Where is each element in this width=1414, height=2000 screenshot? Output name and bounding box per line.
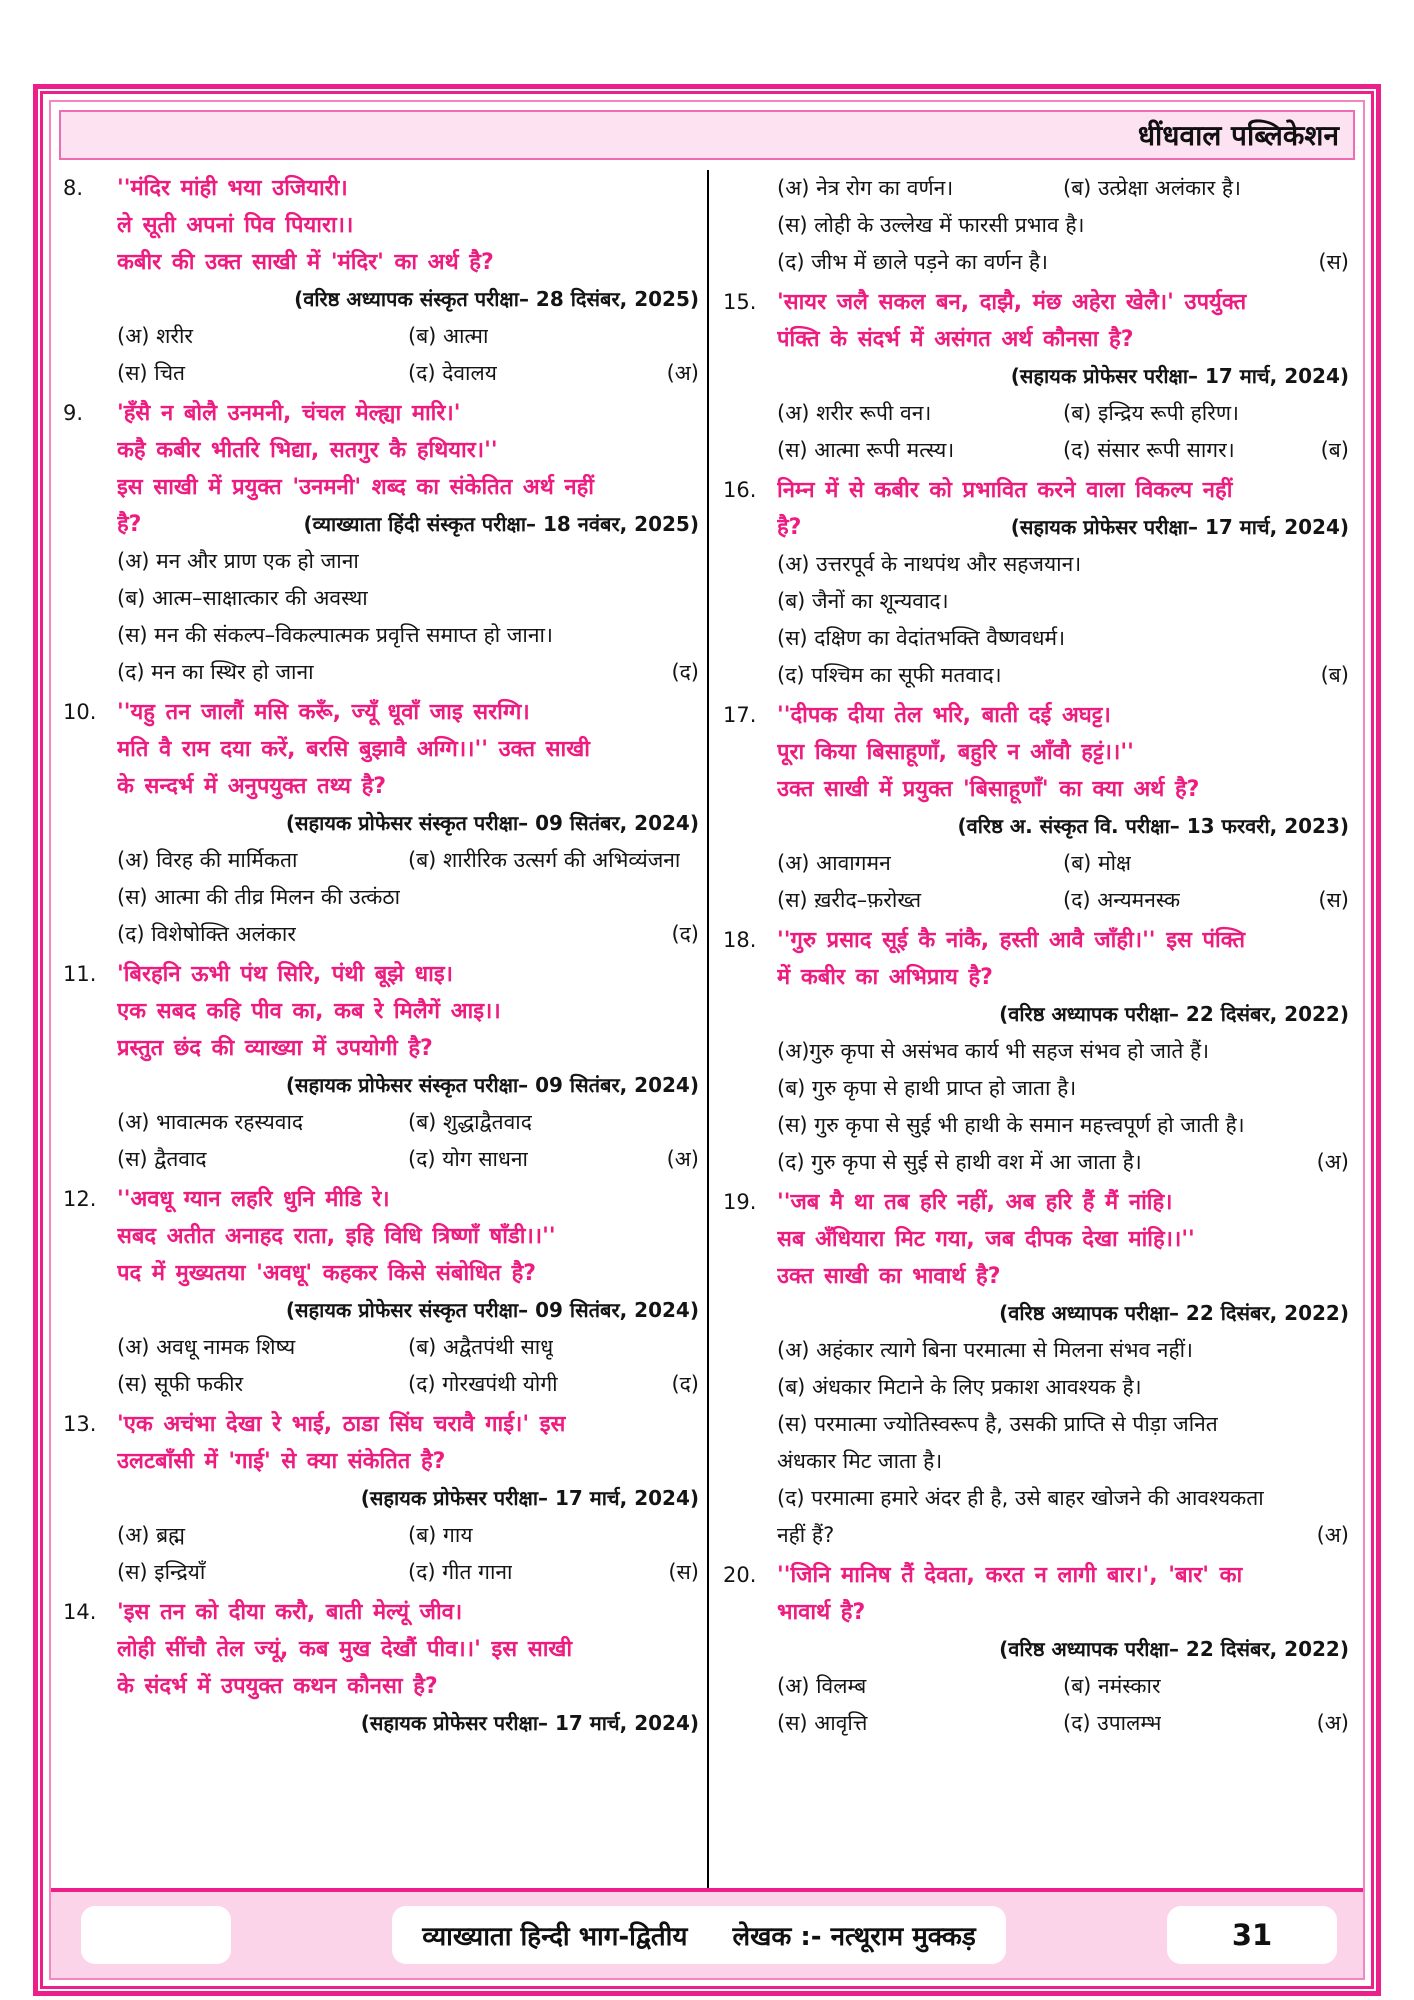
inner-frame [49, 100, 1365, 1980]
option-pair-line [117, 355, 699, 392]
question-body [777, 1184, 1349, 1554]
question-block [59, 1594, 699, 1742]
exam-source-line: (सहायक प्रोफेसर संस्कृत परीक्षा– 09 सितंबर, 2024) [285, 1298, 699, 1322]
option-line [777, 1369, 1349, 1406]
question-block [719, 284, 1349, 469]
option-line [777, 620, 1349, 657]
answer-key: (द) [671, 1372, 699, 1396]
option-text: (द) देवालय [408, 361, 497, 385]
option-line [117, 654, 699, 691]
question-line: में कबीर का अभिप्राय है? [777, 965, 993, 990]
option-text: (स) परमात्मा ज्योतिस्वरूप है, उसकी प्राप्ति से पीड़ा जनित [777, 1412, 1218, 1436]
question-block [59, 694, 699, 953]
question-block [59, 956, 699, 1178]
option-text: नहीं हैं? [777, 1523, 835, 1547]
option-text: (अ) विलम्ब [777, 1674, 867, 1698]
option-text: (ब) आत्मा [408, 324, 489, 348]
question-line: के संदर्भ में उपयुक्त कथन कौनसा है? [117, 1674, 438, 1699]
question-block [59, 1406, 699, 1591]
question-line: सब अँधियारा मिट गया, जब दीपक देखा मांहि।।'' [777, 1227, 1195, 1252]
question-block [719, 922, 1349, 1181]
option-text: (अ) शरीर रूपी वन। [777, 401, 932, 425]
question-body [777, 697, 1349, 919]
question-line: ''जब मै था तब हरि नहीं, अब हरि हैं मैं नांहि। [777, 1190, 1173, 1215]
option-text: (अ) नेत्र रोग का वर्णन। [777, 176, 954, 200]
question-body [777, 170, 1349, 281]
question-block [59, 395, 699, 691]
question-body [117, 395, 699, 691]
question-body [117, 694, 699, 953]
question-number: 14. [63, 1600, 97, 1624]
option-text: (अ) अहंकार त्यागे बिना परमात्मा से मिलना संभव नहीं। [777, 1338, 1194, 1362]
option-text: (ब) जैनों का शून्यवाद। [777, 589, 949, 613]
footer-blank-box [81, 1906, 231, 1964]
option-pair-line [117, 1554, 699, 1591]
option-text: (अ) शरीर [117, 324, 194, 348]
option-line [777, 1107, 1349, 1144]
question-line: कहै कबीर भीतरि भिद्या, सतगुर कै हथियार।'' [117, 438, 498, 463]
answer-key: (ब) [1320, 438, 1349, 462]
option-line [777, 207, 1349, 244]
option-text: (स) चित [117, 361, 186, 385]
exam-source-line: (सहायक प्रोफेसर संस्कृत परीक्षा– 09 सितंबर, 2024) [285, 811, 699, 835]
question-line: सबद अतीत अनाहद राता, इहि विधि त्रिष्णाँ षाँडी।।'' [117, 1224, 556, 1249]
question-number: 19. [723, 1190, 757, 1214]
option-text: अंधकार मिट जाता है। [777, 1449, 943, 1473]
exam-source-line: (सहायक प्रोफेसर परीक्षा– 17 मार्च, 2024) [360, 1486, 699, 1510]
answer-key: (ब) [1320, 663, 1349, 687]
question-number: 12. [63, 1187, 97, 1211]
option-pair-line [777, 395, 1349, 432]
option-pair-line [777, 845, 1349, 882]
question-line: के सन्दर्भ में अनुपयुक्त तथ्य है? [117, 774, 387, 799]
option-line [777, 1480, 1349, 1517]
option-pair-line [777, 1705, 1349, 1742]
question-body [777, 472, 1349, 694]
option-text: (स) दक्षिण का वेदांतभक्ति वैष्णवधर्म। [777, 626, 1066, 650]
question-number: 8. [63, 176, 84, 200]
exam-source-line: (सहायक प्रोफेसर परीक्षा– 17 मार्च, 2024) [1010, 364, 1349, 388]
option-text: (ब) गुरु कृपा से हाथी प्राप्त हो जाता है। [777, 1076, 1077, 1100]
option-text: (ब) अद्वैतपंथी साधू [408, 1335, 554, 1359]
option-text: (द) विशेषोक्ति अलंकार [117, 922, 296, 946]
footer-band [51, 1888, 1363, 1978]
option-text: (स) इन्द्रियाँ [117, 1560, 206, 1584]
question-line: पंक्ति के संदर्भ में असंगत अर्थ कौनसा है? [777, 327, 1134, 352]
question-number [719, 170, 777, 281]
question-line: 'सायर जलै सकल बन, दाझै, मंछ अहेरा खेलै।' उपर्युक्त [777, 290, 1247, 315]
option-text: (स) मन की संकल्प–विकल्पात्मक प्रवृत्ति समाप्त हो जाना। [117, 623, 553, 647]
option-text: (स) आत्मा की तीव्र मिलन की उत्कंठा [117, 885, 401, 909]
option-text: (अ) ब्रह्म [117, 1523, 185, 1547]
option-text: (स) लोही के उल्लेख में फारसी प्रभाव है। [777, 213, 1085, 237]
question-body [777, 922, 1349, 1181]
option-text: (द) संसार रूपी सागर। [1063, 438, 1235, 462]
option-text: (अ) अवधू नामक शिष्य [117, 1335, 296, 1359]
option-text: (अ) भावात्मक रहस्यवाद [117, 1110, 304, 1134]
question-body [777, 284, 1349, 469]
question-line: ''गुरु प्रसाद सूई कै नांकै, हस्ती आवै जाँही।'' इस पंक्ति [777, 928, 1246, 953]
question-tail: है? [777, 515, 802, 540]
option-text: (ब) नमंस्कार [1063, 1674, 1161, 1698]
option-text: (अ) आवागमन [777, 851, 891, 875]
question-block [719, 1184, 1349, 1554]
option-pair-line [777, 432, 1349, 469]
option-text: (द) गुरु कृपा से सुई से हाथी वश में आ जाता है। [777, 1150, 1142, 1174]
answer-key: (अ) [1316, 1711, 1349, 1735]
option-text: (ब) शुद्धाद्वैतवाद [408, 1110, 532, 1134]
option-text: (स) आत्मा रूपी मत्स्य। [777, 438, 955, 462]
option-pair-line [117, 1366, 699, 1403]
option-text: (स) द्वैतवाद [117, 1147, 207, 1171]
option-line [777, 657, 1349, 694]
option-text: (द) जीभ में छाले पड़ने का वर्णन है। [777, 250, 1049, 274]
question-number: 9. [63, 401, 84, 425]
question-exam-line [117, 506, 699, 543]
option-line [117, 617, 699, 654]
option-pair-line [777, 170, 1349, 207]
exam-source-line: (वरिष्ठ अध्यापक परीक्षा– 22 दिसंबर, 2022) [999, 1637, 1349, 1661]
option-text: (स) ख़रीद–फ़रोख्त [777, 888, 922, 912]
option-text: (ब) शारीरिक उत्सर्ग की अभिव्यंजना [408, 848, 681, 872]
option-pair-line [777, 882, 1349, 919]
question-line: 'बिरहनि ऊभी पंथ सिरि, पंथी बूझे धाइ। [117, 962, 453, 987]
question-body [117, 1181, 699, 1403]
question-line: पद में मुख्यतया 'अवधू' कहकर किसे संबोधित है? [117, 1261, 537, 1286]
answer-key: (अ) [666, 1147, 699, 1171]
option-pair-line [117, 842, 699, 879]
answer-key: (द) [671, 660, 699, 684]
question-block [59, 170, 699, 392]
option-pair-line [117, 318, 699, 355]
option-text: (स) आवृत्ति [777, 1711, 868, 1735]
option-pair-line [117, 1517, 699, 1554]
option-text: (अ) विरह की मार्मिकता [117, 848, 298, 872]
question-number: 17. [723, 703, 757, 727]
question-line: एक सबद कहि पीव का, कब रे मिलैगें आइ।। [117, 999, 501, 1024]
option-line [117, 916, 699, 953]
question-line: लोही सींचौ तेल ज्यूं, कब मुख देखौं पीव।।' इस साखी [117, 1637, 573, 1662]
option-line [777, 244, 1349, 281]
option-text: (द) अन्यमनस्क [1063, 888, 1181, 912]
answer-key: (अ) [1316, 1523, 1349, 1547]
middle-frame [40, 91, 1374, 1989]
questions-column-right [707, 170, 1357, 1888]
exam-source-line: (व्याख्याता हिंदी संस्कृत परीक्षा– 18 नवंबर, 2025) [303, 512, 699, 536]
question-number: 20. [723, 1563, 757, 1587]
question-line: 'इस तन को दीया करौ, बाती मेल्यूं जीव। [117, 1600, 463, 1625]
option-line [777, 1070, 1349, 1107]
question-body [117, 170, 699, 392]
publisher-name: धींधवाल पब्लिकेशन [1137, 119, 1339, 152]
option-line [777, 1332, 1349, 1369]
option-text: (द) गीत गाना [408, 1560, 513, 1584]
option-pair-line [777, 1668, 1349, 1705]
exam-source-line: (वरिष्ठ अध्यापक परीक्षा– 22 दिसंबर, 2022) [999, 1301, 1349, 1325]
answer-key: (स) [668, 1560, 699, 1584]
option-text: (द) पश्चिम का सूफी मतवाद। [777, 663, 1002, 687]
exam-source-line: (सहायक प्रोफेसर परीक्षा– 17 मार्च, 2024) [360, 1711, 699, 1735]
answer-key: (स) [1318, 250, 1349, 274]
question-line: ''दीपक दीया तेल भरि, बाती दई अघट्ट। [777, 703, 1111, 728]
question-number: 10. [63, 700, 97, 724]
question-block [719, 1557, 1349, 1742]
option-line [777, 583, 1349, 620]
question-tail: है? [117, 512, 142, 537]
option-text: (द) परमात्मा हमारे अंदर ही है, उसे बाहर खोजने की आवश्यकता [777, 1486, 1264, 1510]
question-line: ''यहु तन जालौं मसि करूँ, ज्यूँ धूवाँ जाइ सरग्गि। [117, 700, 530, 725]
outer-frame [33, 84, 1381, 1996]
question-line: इस साखी में प्रयुक्त 'उनमनी' शब्द का संकेतित अर्थ नहीं [117, 475, 595, 500]
exam-source-line: (सहायक प्रोफेसर संस्कृत परीक्षा– 09 सितंबर, 2024) [285, 1073, 699, 1097]
question-line: उक्त साखी में प्रयुक्त 'बिसाहूणाँ' का क्या अर्थ है? [777, 777, 1200, 802]
option-line [117, 879, 699, 916]
page-number: 31 [1167, 1906, 1337, 1964]
page-content [51, 162, 1363, 1888]
option-text: (ब) उत्प्रेक्षा अलंकार है। [1063, 176, 1241, 200]
question-number: 13. [63, 1412, 97, 1436]
answer-key: (स) [1318, 888, 1349, 912]
option-text: (ब) इन्द्रिय रूपी हरिण। [1063, 401, 1239, 425]
exam-source-line: (वरिष्ठ अध्यापक परीक्षा– 22 दिसंबर, 2022) [999, 1002, 1349, 1026]
question-line: 'एक अचंभा देखा रे भाई, ठाडा सिंघ चरावै गाई।' इस [117, 1412, 566, 1437]
option-text: (द) मन का स्थिर हो जाना [117, 660, 314, 684]
question-line: ''अवधू ग्यान लहरि धुनि मीडि रे। [117, 1187, 390, 1212]
option-text: (अ)गुरु कृपा से असंभव कार्य भी सहज संभव हो जाते हैं। [777, 1039, 1210, 1063]
answer-key: (अ) [1316, 1150, 1349, 1174]
publisher-banner [59, 110, 1355, 160]
option-line [117, 543, 699, 580]
question-line: कबीर की उक्त साखी में 'मंदिर' का अर्थ है? [117, 250, 494, 275]
question-line: भावार्थ है? [777, 1600, 866, 1625]
question-body [117, 1594, 699, 1742]
question-block [719, 170, 1349, 281]
option-text: (ब) गाय [408, 1523, 473, 1547]
option-text: (अ) उत्तरपूर्व के नाथपंथ और सहजयान। [777, 552, 1082, 576]
question-line: ''मंदिर मांही भया उजियारी। [117, 176, 348, 201]
answer-key: (अ) [666, 361, 699, 385]
option-text: (स) गुरु कृपा से सुई भी हाथी के समान महत्त्वपूर्ण हो जाती है। [777, 1113, 1245, 1137]
book-series-title: व्याख्याता हिन्दी भाग-द्वितीय [422, 1922, 688, 1952]
question-line: ''जिनि मानिष तैं देवता, करत न लागी बार।', 'बार' का [777, 1563, 1243, 1588]
option-line [777, 546, 1349, 583]
exam-source-line: (सहायक प्रोफेसर परीक्षा– 17 मार्च, 2024) [1010, 515, 1349, 539]
question-line: 'हँसै न बोलै उनमनी, चंचल मेल्ह्या मारि।' [117, 401, 461, 426]
question-block [719, 472, 1349, 694]
question-body [777, 1557, 1349, 1742]
option-line [117, 580, 699, 617]
question-line: मति वै राम दया करें, बरसि बुझावै अग्गि।।'' उक्त साखी [117, 737, 590, 762]
footer-title-box [392, 1906, 1006, 1964]
question-exam-line [777, 509, 1349, 546]
option-text: (द) उपालम्भ [1063, 1711, 1162, 1735]
option-text: (अ) मन और प्राण एक हो जाना [117, 549, 359, 573]
question-line: उलटबाँसी में 'गाई' से क्या संकेतित है? [117, 1449, 446, 1474]
question-line: उक्त साखी का भावार्थ है? [777, 1264, 1001, 1289]
question-line: ले सूती अपनां पिव पियारा।। [117, 213, 354, 238]
option-text: (द) योग साधना [408, 1147, 528, 1171]
option-line [777, 1406, 1349, 1443]
option-line [777, 1517, 1349, 1554]
answer-key: (द) [671, 922, 699, 946]
exam-source-line: (वरिष्ठ अ. संस्कृत वि. परीक्षा– 13 फरवरी, 2023) [957, 814, 1349, 838]
option-text: (द) गोरखपंथी योगी [408, 1372, 558, 1396]
question-line: निम्न में से कबीर को प्रभावित करने वाला विकल्प नहीं [777, 478, 1233, 503]
option-text: (ब) मोक्ष [1063, 851, 1132, 875]
question-number: 18. [723, 928, 757, 952]
question-body [117, 1406, 699, 1591]
option-pair-line [117, 1329, 699, 1366]
option-pair-line [117, 1104, 699, 1141]
question-number: 15. [723, 290, 757, 314]
book-author: लेखक :- नत्थूराम मुक्कड़ [732, 1922, 976, 1952]
question-line: प्रस्तुत छंद की व्याख्या में उपयोगी है? [117, 1036, 433, 1061]
option-text: (ब) अंधकार मिटाने के लिए प्रकाश आवश्यक है। [777, 1375, 1142, 1399]
question-block [59, 1181, 699, 1403]
option-line [777, 1144, 1349, 1181]
question-body [117, 956, 699, 1178]
exam-source-line: (वरिष्ठ अध्यापक संस्कृत परीक्षा– 28 दिसंबर, 2025) [294, 287, 699, 311]
option-line [777, 1033, 1349, 1070]
option-line [777, 1443, 1349, 1480]
question-block [719, 697, 1349, 919]
question-number: 16. [723, 478, 757, 502]
questions-column-left [57, 170, 707, 1888]
option-pair-line [117, 1141, 699, 1178]
question-line: पूरा किया बिसाहूणाँ, बहुरि न आँवौ हट्टं।।'' [777, 740, 1134, 765]
question-number: 11. [63, 962, 97, 986]
option-text: (ब) आत्म–साक्षात्कार की अवस्था [117, 586, 368, 610]
option-text: (स) सूफी फकीर [117, 1372, 244, 1396]
